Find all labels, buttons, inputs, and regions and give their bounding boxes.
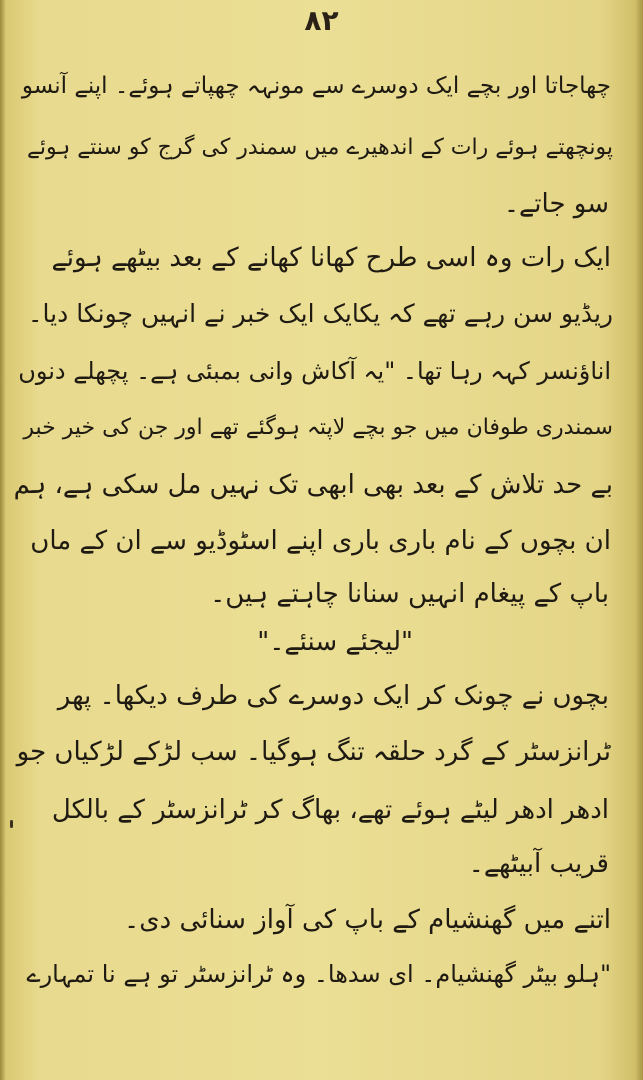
text-line-3: سو جاتے۔	[503, 189, 609, 219]
text-line-6: اناؤنسر کہہ رہا تھا۔ "یہ آکاش وانی بمبئی ہے۔ پچھلے دنوں	[18, 357, 611, 385]
text-line-16: اتنے میں گھنشیام کے باپ کی آواز سنائی دی۔	[124, 905, 611, 935]
text-line-14: ادھر ادھر لیٹے ہوئے تھے، بھاگ کر ٹرانزسٹر کے بالکل	[51, 795, 609, 825]
text-line-11: "لیجئے سنئے۔"	[257, 627, 413, 657]
text-line-4: ایک رات وہ اسی طرح کھانا کھانے کے بعد بیٹھے ہوئے	[51, 243, 611, 273]
page-right-edge-shadow	[635, 0, 643, 1080]
text-line-2: پونچھتے ہوئے رات کے اندھیرے میں سمندر کی گرج کو سنتے ہوئے	[26, 135, 613, 160]
ink-speck	[10, 820, 13, 828]
page-number: ۸۲	[304, 4, 339, 37]
text-line-5: ریڈیو سن رہے تھے کہ یکایک ایک خبر نے انہیں چونکا دیا۔	[27, 299, 613, 328]
text-line-12: بچوں نے چونک کر ایک دوسرے کی طرف دیکھا۔ پھر	[57, 681, 609, 711]
text-line-15: قریب آبیٹھے۔	[468, 849, 609, 879]
text-line-17: "ہلو بیٹر گھنشیام۔ ای سدھا۔ وہ ٹرانزسٹر تو ہے نا تمہارے	[26, 960, 611, 988]
text-line-1: چھاجاتا اور بچے ایک دوسرے سے مونہہ چھپاتے ہوئے۔ اپنے آنسو	[21, 73, 611, 99]
text-line-8: بے حد تلاش کے بعد بھی ابھی تک نہیں مل سکی ہے، ہم	[13, 470, 613, 500]
text-line-10: باپ کے پیغام انہیں سنانا چاہتے ہیں۔	[210, 579, 609, 609]
text-line-13: ٹرانزسٹر کے گرد حلقہ تنگ ہوگیا۔ سب لڑکے لڑکیاں جو	[16, 737, 611, 767]
page-left-edge-shadow	[0, 0, 6, 1080]
text-line-7: سمندری طوفان میں جو بچے لاپتہ ہوگئے تھے اور جن کی خیر خبر	[23, 415, 613, 440]
text-line-9: ان بچوں کے نام باری باری اپنے اسٹوڈیو سے ان کے ماں	[30, 526, 611, 556]
